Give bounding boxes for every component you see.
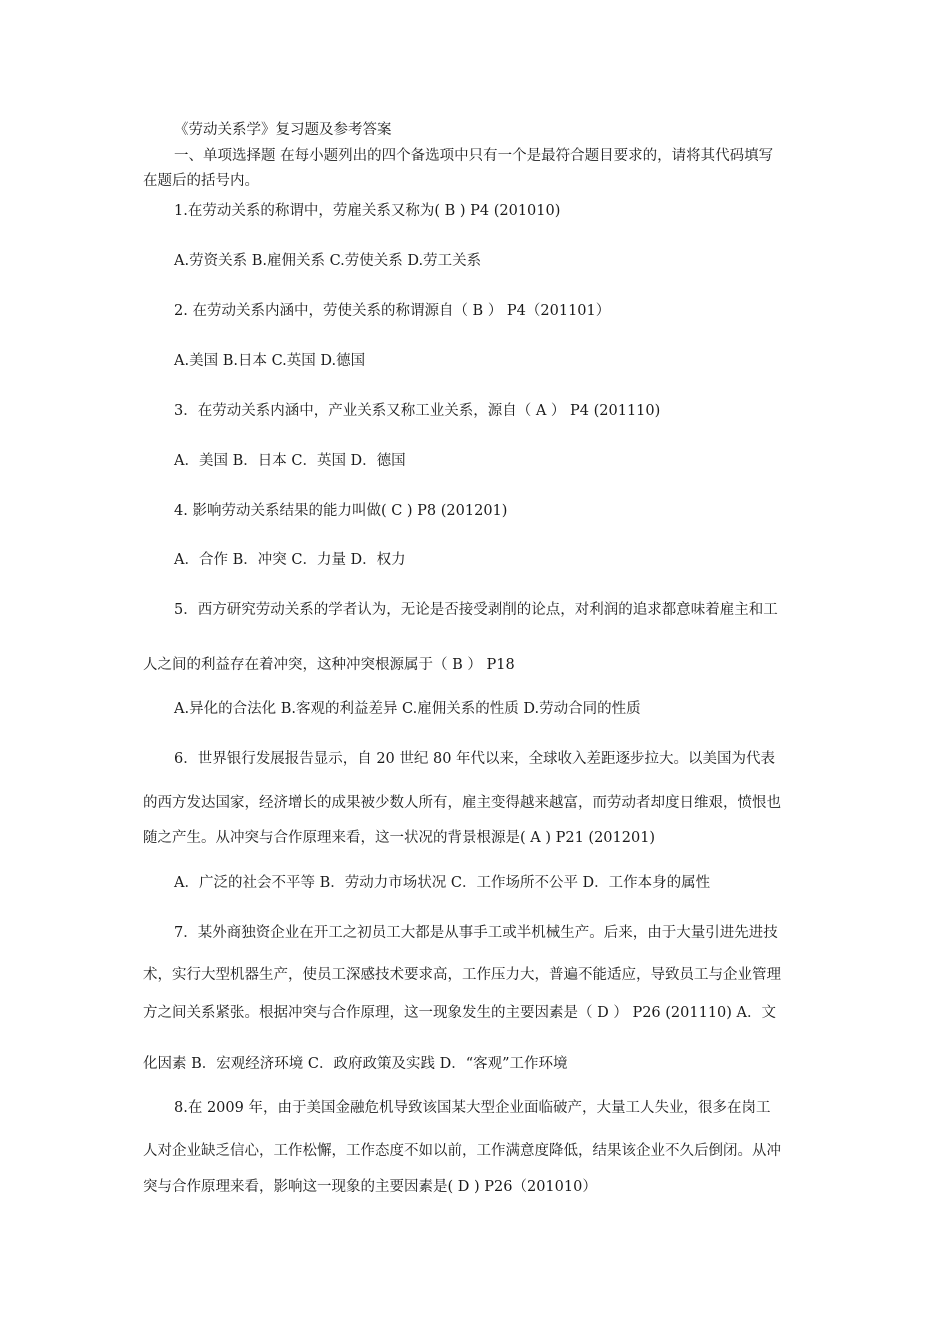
question-6-options: A．广泛的社会不平等 B．劳动力市场状况 C．工作场所不公平 D．工作本身的属性 [174, 875, 711, 891]
question-7-line-2: 术，实行大型机器生产，使员工深感技术要求高，工作压力大，普遍不能适应，导致员工与企业管理 [143, 967, 781, 983]
question-8-line-3: 突与合作原理来看，影响这一现象的主要因素是( D ) P26（201010） [143, 1179, 597, 1195]
question-6-line-1: 6．世界银行发展报告显示，自 20 世纪 80 年代以来，全球收入差距逐步拉大。以美国为代表 [174, 751, 776, 767]
question-3: 3．在劳动关系内涵中，产业关系又称工业关系，源自（ A ） P4 (201110) [174, 403, 661, 419]
section-heading-continued: 在题后的括号内。 [143, 173, 259, 189]
question-5-options: A.异化的合法化 B.客观的利益差异 C.雇佣关系的性质 D.劳动合同的性质 [174, 701, 641, 717]
question-5-line-2: 人之间的利益存在着冲突，这种冲突根源属于（ B ） P18 [143, 657, 515, 673]
question-8-line-2: 人对企业缺乏信心，工作松懈，工作态度不如以前，工作满意度降低，结果该企业不久后倒闭。从冲 [143, 1143, 781, 1159]
question-7-line-4: 化因素 B．宏观经济环境 C．政府政策及实践 D．“客观”工作环境 [143, 1056, 568, 1072]
question-3-options: A．美国 B．日本 C．英国 D．德国 [174, 453, 406, 469]
question-1-options: A.劳资关系 B.雇佣关系 C.劳使关系 D.劳工关系 [174, 253, 482, 269]
document-title: 《劳动关系学》复习题及参考答案 [174, 122, 392, 138]
section-heading: 一、单项选择题 在每小题列出的四个备选项中只有一个是最符合题目要求的，请将其代码填写 [174, 148, 774, 164]
question-2-options: A.美国 B.日本 C.英国 D.德国 [174, 353, 366, 369]
question-1: 1.在劳动关系的称谓中，劳雇关系又称为( B ) P4 (201010) [174, 203, 561, 219]
question-8-line-1: 8.在 2009 年，由于美国金融危机导致该国某大型企业面临破产，大量工人失业，很多在岗工 [174, 1100, 771, 1116]
question-4: 4. 影响劳动关系结果的能力叫做( C ) P8 (201201) [174, 503, 508, 519]
question-4-options: A．合作 B．冲突 C．力量 D．权力 [174, 552, 406, 568]
question-6-line-2: 的西方发达国家，经济增长的成果被少数人所有，雇主变得越来越富，而劳动者却度日维艰，愤恨也 [143, 795, 781, 811]
question-2: 2. 在劳动关系内涵中，劳使关系的称谓源自（ B ） P4（201101） [174, 303, 611, 319]
question-6-line-3: 随之产生。从冲突与合作原理来看，这一状况的背景根源是( A ) P21 (201201) [143, 830, 656, 846]
question-7-line-3: 方之间关系紧张。根据冲突与合作原理，这一现象发生的主要因素是（ D ） P26 (201110) A．文 [143, 1005, 777, 1021]
question-5-line-1: 5．西方研究劳动关系的学者认为，无论是否接受剥削的论点，对利润的追求都意味着雇主和工 [174, 602, 778, 618]
question-7-line-1: 7．某外商独资企业在开工之初员工大都是从事手工或半机械生产。后来，由于大量引进先进技 [174, 925, 778, 941]
